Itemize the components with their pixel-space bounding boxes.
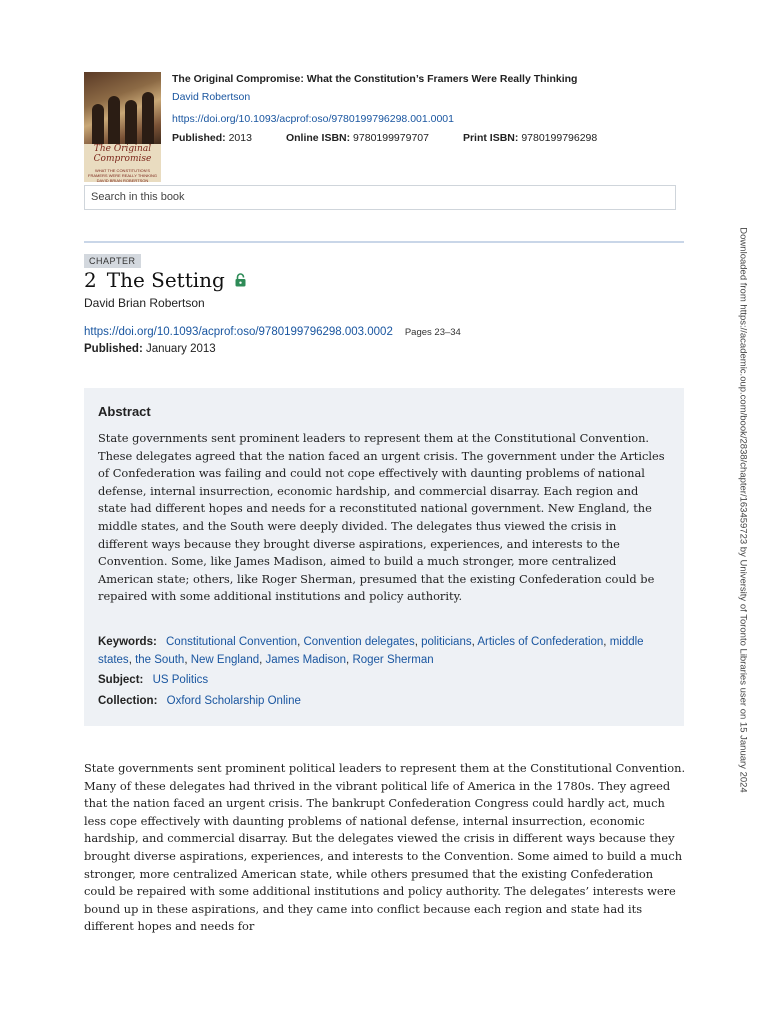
chapter-title <box>84 268 246 292</box>
chapter-published: Published: January 2013 <box>84 343 216 355</box>
book-meta: Published: 2013 Online ISBN: 9780199979707 Print ISBN: 9780199796298 <box>172 132 598 144</box>
chapter-number: 2 <box>84 268 97 292</box>
download-watermark: Downloaded from https://academic.oup.com/book/2838/chapter/163459723 by University of Toronto Libraries user on 15 January 2024 <box>737 227 749 793</box>
book-cover[interactable] <box>84 72 161 182</box>
keyword-link[interactable]: politicians <box>421 636 472 648</box>
book-author-link[interactable]: David Robertson <box>172 91 251 103</box>
chapter-body-text: State governments sent prominent political leaders to represent them at the Constitutional Convention. Many of these delegates had thrived in the vibrant political life of America in the 1780s. They agreed that the nation faced an urgent crisis. The bankrupt Confederation Congress could hardly act, much less cope effectively with daunting problems of national defense, internal insurrection, economic hardship, and commercial disarray. But the delegates viewed the crisis in different ways because they brought diverse aspirations, experiences, and interests to the Convention. Some aimed to build a much stronger, more centralized American state, while others presumed that the existing Confederation could be repaired with some additional institutions and policy authority. The delegates’ interests were bound up in these aspirations, and they came into conflict because each region and state had its different hopes and needs for <box>84 761 686 934</box>
keyword-link[interactable]: middle states <box>98 636 644 666</box>
collection-row: Collection: Oxford Scholarship Online <box>98 695 301 707</box>
keyword-link[interactable]: the South <box>135 654 185 666</box>
chapter-title-text: The Setting <box>106 268 225 292</box>
chapter-doi-link[interactable]: https://doi.org/10.1093/acprof:oso/9780199796298.003.0002 <box>84 326 393 338</box>
subject-link[interactable]: US Politics <box>152 674 209 686</box>
online-isbn: 9780199979707 <box>353 132 429 144</box>
abstract-panel <box>84 388 684 726</box>
keyword-link[interactable]: Constitutional Convention <box>166 636 298 648</box>
chapter-author: David Brian Robertson <box>84 296 205 310</box>
chapter-tag: CHAPTER <box>84 254 141 268</box>
chapter-doi-row <box>84 326 461 338</box>
cover-painting <box>84 72 161 144</box>
cover-title: The Original Compromise <box>93 144 152 164</box>
print-isbn: 9780199796298 <box>521 132 598 144</box>
keyword-link[interactable]: New England <box>190 654 260 666</box>
book-published: 2013 <box>228 132 252 144</box>
keyword-link[interactable]: Convention delegates <box>303 636 415 648</box>
lock-icon <box>235 268 246 292</box>
book-info <box>172 72 684 144</box>
abstract-text: State governments sent prominent leaders to represent them at the Constitutional Convention. These delegates agreed that the nation faced an urgent crisis. The government under the Articles of Confederation was failing and could not cope effectively with daunting problems of national defense, internal insurrection, economic hardship, and commercial disarray. Each region and state had different hopes and needs for a reconstituted national government. New England, the middle states, and the South were deeply divided. The delegates thus viewed the crisis in different ways because they brought diverse aspirations, experiences, and interests to the Convention. Some, like James Madison, aimed to build a much stronger, more centralized American state; others, like Roger Sherman, presumed that the existing Confederation could be repaired with some additional institutions and policy authority. <box>98 431 665 604</box>
abstract-heading: Abstract <box>98 404 151 419</box>
search-input[interactable]: Search in this book <box>84 185 676 210</box>
section-divider <box>84 241 684 243</box>
subject-row: Subject: US Politics <box>98 674 209 686</box>
book-header <box>84 72 684 182</box>
chapter-pages: Pages 23–34 <box>404 327 461 338</box>
collection-link[interactable]: Oxford Scholarship Online <box>166 695 301 707</box>
keywords-row: Keywords: Constitutional Convention, Convention delegates, politicians, Articles of Confederation, middle states, the South, New England, James Madison, Roger Sherman <box>98 636 644 666</box>
keyword-link[interactable]: Articles of Confederation <box>477 636 604 648</box>
book-title: The Original Compromise: What the Constitution’s Framers Were Really Thinking <box>172 73 578 85</box>
keyword-link[interactable]: Roger Sherman <box>352 654 434 666</box>
keyword-link[interactable]: James Madison <box>265 654 347 666</box>
cover-subtitle: WHAT THE CONSTITUTION'S FRAMERS WERE REALLY THINKING DAVID BRIAN ROBERTSON <box>88 168 157 183</box>
book-doi-link[interactable]: https://doi.org/10.1093/acprof:oso/9780199796298.001.0001 <box>172 113 454 125</box>
